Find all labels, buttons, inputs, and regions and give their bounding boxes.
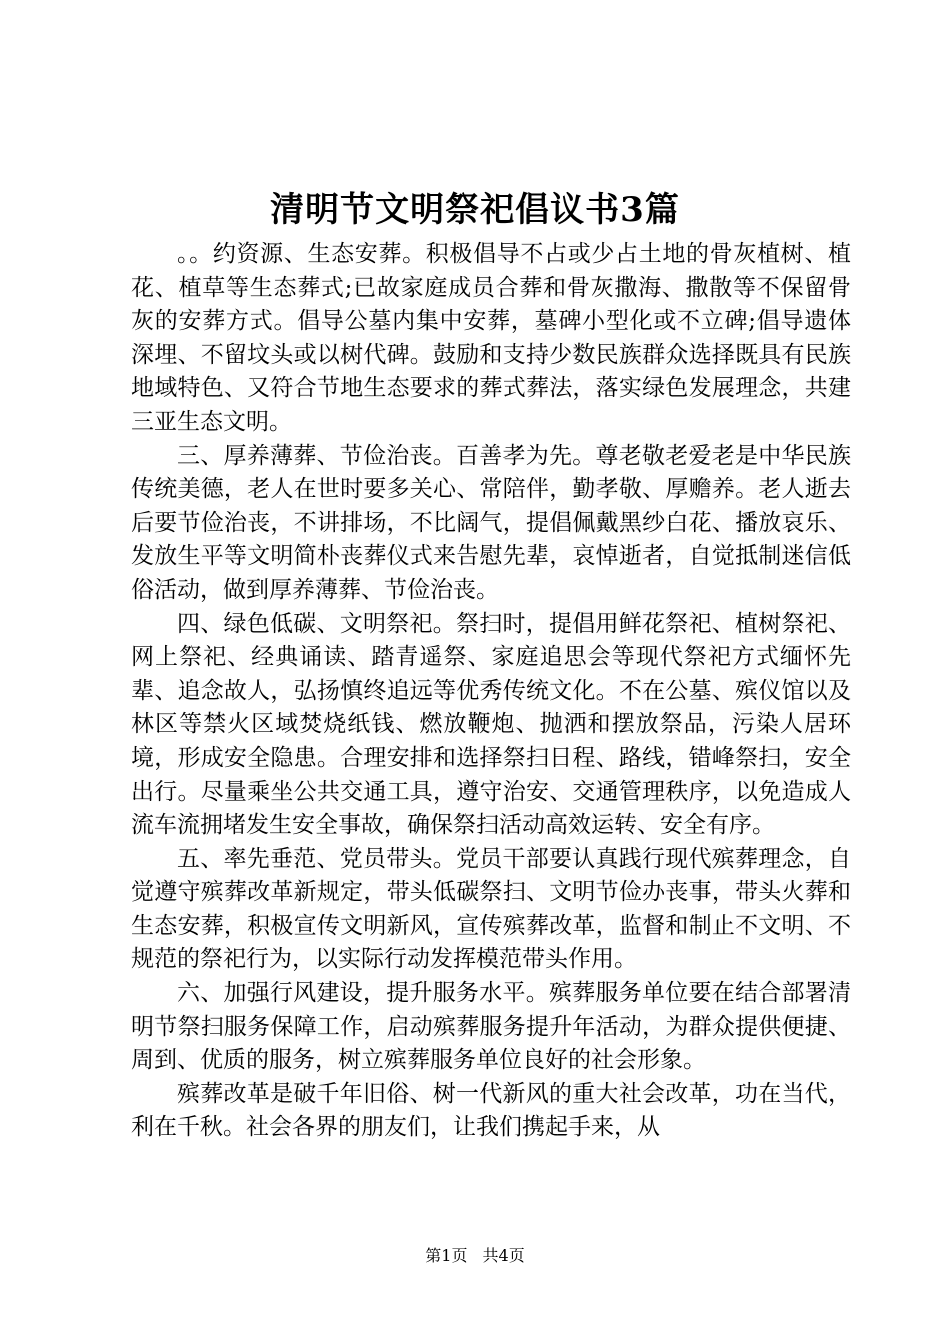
page-number: 第1页 <box>425 1246 468 1265</box>
paragraph-2: 三、厚养薄葬、节俭治丧。百善孝为先。尊老敬老爱老是中华民族传统美德，老人在世时要多关心、常陪伴，勤孝敬、厚赡养。老人逝去后要节俭治丧，不讲排场，不比阔气，提倡佩戴黑纱白花、播放哀乐、发放生平等文明简朴丧葬仪式来告慰先辈，哀悼逝者，自觉抵制迷信低俗活动，做到厚养薄葬、节俭治丧。 <box>131 442 851 603</box>
paragraph-4: 五、率先垂范、党员带头。党员干部要认真践行现代殡葬理念，自觉遵守殡葬改革新规定，带头低碳祭扫、文明节俭办丧事，带头火葬和生态安葬，积极宣传文明新风，宣传殡葬改革，监督和制止不文明、不规范的祭祀行为，以实际行动发挥模范带头作用。 <box>131 845 851 973</box>
paragraph-3: 四、绿色低碳、文明祭祀。祭扫时，提倡用鲜花祭祀、植树祭祀、网上祭祀、经典诵读、踏青遥祭、家庭追思会等现代祭祀方式缅怀先辈、追念故人，弘扬慎终追远等优秀传统文化。不在公墓、殡仪馆以及林区等禁火区域焚烧纸钱、燃放鞭炮、抛洒和摆放祭品，污染人居环境，形成安全隐患。合理安排和选择祭扫日程、路线，错峰祭扫，安全出行。尽量乘坐公共交通工具，遵守治安、交通管理秩序，以免造成人流车流拥堵发生安全事故，确保祭扫活动高效运转、安全有序。 <box>131 610 851 839</box>
paragraph-6: 殡葬改革是破千年旧俗、树一代新风的重大社会改革，功在当代，利在千秋。社会各界的朋友们，让我们携起手来，从 <box>131 1080 851 1141</box>
paragraph-1: 。。约资源、生态安葬。积极倡导不占或少占土地的骨灰植树、植花、植草等生态葬式;已故家庭成员合葬和骨灰撒海、撒散等不保留骨灰的安葬方式。倡导公墓内集中安葬，墓碑小型化或不立碑;倡导遗体深埋、不留坟头或以树代碑。鼓励和支持少数民族群众选择既具有民族地域特色、又符合节地生态要求的葬式葬法，落实绿色发展理念，共建三亚生态文明。 <box>131 241 851 435</box>
document-title: 清明节文明祭祀倡议书3篇 <box>270 190 680 230</box>
paragraph-5: 六、加强行风建设，提升服务水平。殡葬服务单位要在结合部署清明节祭扫服务保障工作，启动殡葬服务提升年活动，为群众提供便捷、周到、优质的服务，树立殡葬服务单位良好的社会形象。 <box>131 980 851 1074</box>
document-body <box>131 238 851 1145</box>
page-footer <box>0 1245 950 1267</box>
page-total: 共4页 <box>482 1246 525 1265</box>
